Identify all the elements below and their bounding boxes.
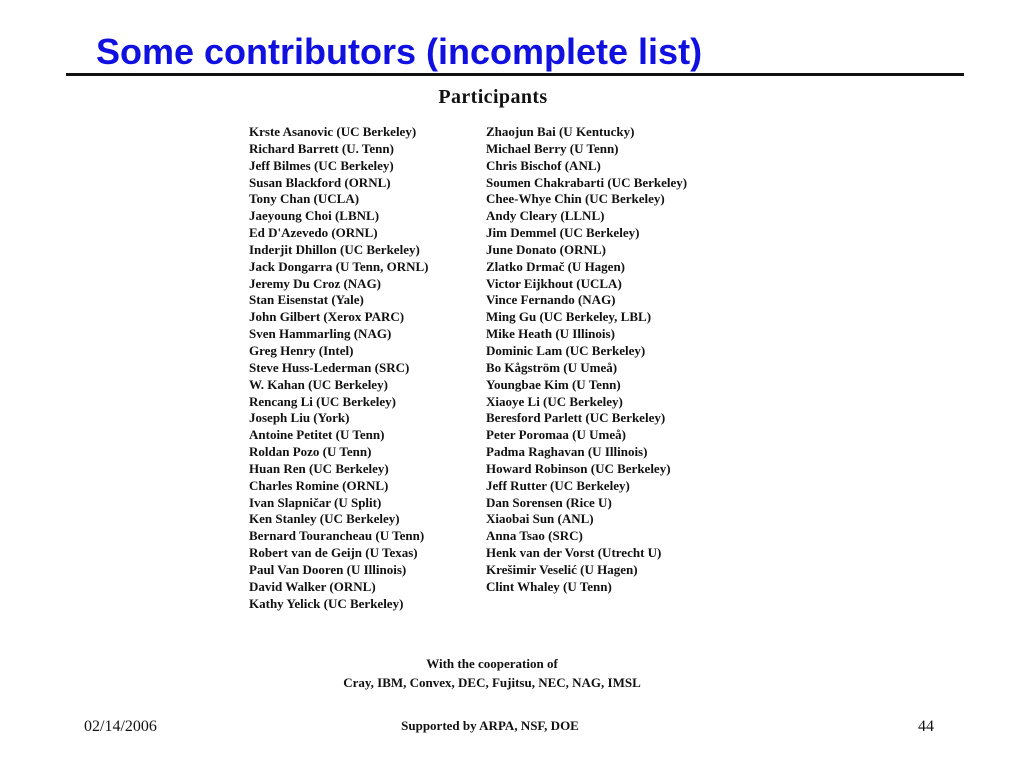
support-note: Supported by ARPA, NSF, DOE [401,718,579,733]
participant-name: Ed D'Azevedo (ORNL) [249,225,378,241]
participants-heading: Participants [438,86,548,108]
cooperation-note [0,654,984,692]
page-number: 44 [918,718,934,735]
participant-name: Mike Heath (U Illinois) [486,326,615,342]
participant-name: Andy Cleary (LLNL) [486,208,605,224]
participant-name: Joseph Liu (York) [249,410,350,426]
participant-name: W. Kahan (UC Berkeley) [249,376,388,392]
slide-title: Some contributors (incomplete list) [96,31,703,72]
participant-name: Clint Whaley (U Tenn) [486,578,612,594]
participant-name: Ivan Slapničar (U Split) [249,494,382,510]
participant-name: Susan Blackford (ORNL) [249,174,391,190]
participant-name: Sven Hammarling (NAG) [249,326,392,342]
participant-name: Stan Eisenstat (Yale) [249,292,364,308]
participant-name: Krste Asanovic (UC Berkeley) [249,124,417,139]
participant-name: Ming Gu (UC Berkeley, LBL) [486,309,652,325]
participant-name: John Gilbert (Xerox PARC) [249,309,405,325]
participant-name: Paul Van Dooren (U Illinois) [249,561,407,577]
participant-name: Inderjit Dhillon (UC Berkeley) [249,241,420,257]
participant-name: June Donato (ORNL) [486,241,606,257]
footer-date: 02/14/2006 [84,718,157,735]
participant-name: Henk van der Vorst (Utrecht U) [486,545,662,561]
participant-name: Greg Henry (Intel) [249,342,354,358]
participant-name: Peter Poromaa (U Umeå) [486,427,626,443]
participant-name: Antoine Petitet (U Tenn) [249,427,385,443]
participant-name: Roldan Pozo (U Tenn) [249,444,372,460]
participant-name: Jeff Rutter (UC Berkeley) [486,477,630,493]
participant-name: Krešimir Veselić (U Hagen) [486,561,638,577]
participant-name: Xiaoye Li (UC Berkeley) [486,393,623,409]
participant-name: Anna Tsao (SRC) [486,528,583,544]
participant-name: Zlatko Drmač (U Hagen) [486,258,626,274]
participant-name: Zhaojun Bai (U Kentucky) [486,124,635,139]
participant-name: Jeremy Du Croz (NAG) [249,275,382,291]
participant-name: Victor Eijkhout (UCLA) [486,275,622,291]
participant-name: Robert van de Geijn (U Texas) [249,545,418,561]
title-underline [66,73,964,76]
participant-name: Chee-Whye Chin (UC Berkeley) [486,191,665,207]
participant-name: Dan Sorensen (Rice U) [486,494,612,510]
participant-name: Youngbae Kim (U Tenn) [486,376,621,392]
participant-name: Jack Dongarra (U Tenn, ORNL) [249,258,429,274]
participant-name: Soumen Chakrabarti (UC Berkeley) [486,174,688,190]
participant-name: Vince Fernando (NAG) [486,292,616,308]
cooperation-companies: Cray, IBM, Convex, DEC, Fujitsu, NEC, NAG, IMSL [343,675,641,690]
participant-name: Charles Romine (ORNL) [249,477,389,493]
participant-name: Howard Robinson (UC Berkeley) [486,460,671,476]
participants-right-column [486,124,687,596]
participant-name: Huan Ren (UC Berkeley) [249,460,389,476]
participant-name: Rencang Li (UC Berkeley) [249,393,396,409]
participant-name: Jaeyoung Choi (LBNL) [249,208,380,224]
participant-name: Tony Chan (UCLA) [249,191,360,207]
participants-left-column [249,124,429,612]
participant-name: Bo Kågström (U Umeå) [486,359,618,375]
cooperation-line: With the cooperation of [426,656,558,671]
participant-name: David Walker (ORNL) [249,578,376,594]
participant-name: Jim Demmel (UC Berkeley) [486,225,640,241]
participant-name: Bernard Tourancheau (U Tenn) [249,528,425,544]
participant-name: Steve Huss-Lederman (SRC) [249,359,410,375]
participant-name: Jeff Bilmes (UC Berkeley) [249,157,394,173]
participant-name: Beresford Parlett (UC Berkeley) [486,410,666,426]
participant-name: Michael Berry (U Tenn) [486,140,619,156]
participant-name: Richard Barrett (U. Tenn) [249,140,394,156]
participant-name: Padma Raghavan (U Illinois) [486,444,648,460]
participant-name: Kathy Yelick (UC Berkeley) [249,595,404,611]
participant-name: Xiaobai Sun (ANL) [486,511,594,527]
participant-name: Ken Stanley (UC Berkeley) [249,511,400,527]
participant-name: Dominic Lam (UC Berkeley) [486,342,646,358]
participant-name: Chris Bischof (ANL) [486,157,601,173]
